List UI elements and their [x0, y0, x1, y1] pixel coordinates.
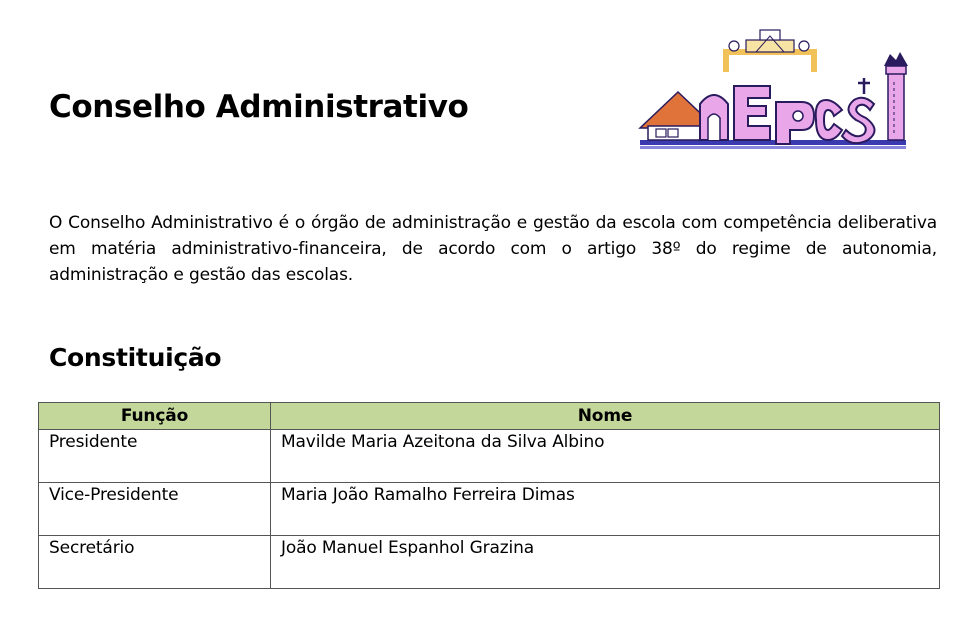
cell-role: Vice-Presidente	[39, 483, 271, 536]
table-row	[39, 483, 940, 536]
intro-paragraph: O Conselho Administrativo é o órgão de administração e gestão da escola com competência deliberativa em matéria administrativo-financeira, de acordo com o artigo 38º do regime de autonomia, administração e gestão das escolas.	[49, 213, 937, 285]
cell-name: Mavilde Maria Azeitona da Silva Albino	[271, 430, 940, 483]
members-table	[38, 402, 940, 589]
cell-name: Maria João Ramalho Ferreira Dimas	[271, 483, 940, 536]
table-row	[39, 536, 940, 589]
school-building-logo	[638, 26, 910, 154]
page-title: Conselho Administrativo	[49, 89, 469, 125]
cell-name: João Manuel Espanhol Grazina	[271, 536, 940, 589]
column-header-role: Função	[39, 403, 271, 430]
table-row	[39, 430, 940, 483]
cell-role: Secretário	[39, 536, 271, 589]
section-title: Constituição	[49, 343, 222, 372]
cell-role: Presidente	[39, 430, 271, 483]
table-header-row	[39, 403, 940, 430]
column-header-name: Nome	[271, 403, 940, 430]
